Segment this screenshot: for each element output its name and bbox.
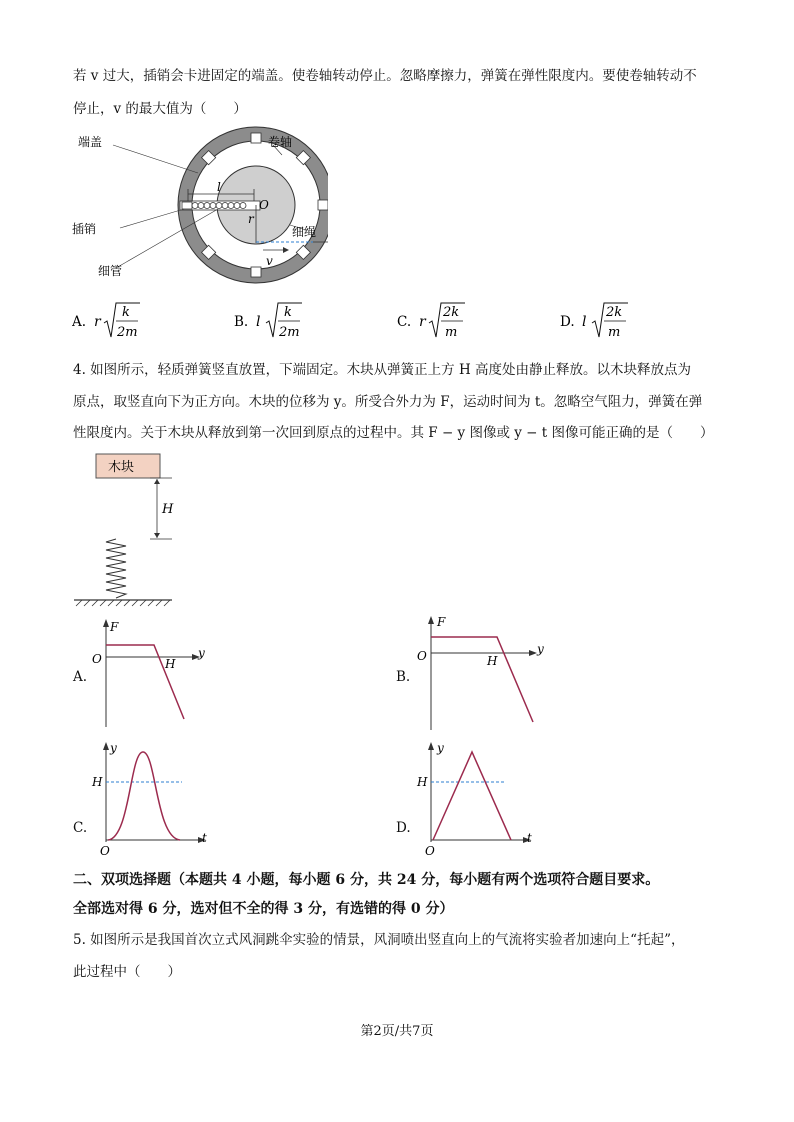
- axis-label-y: y: [437, 741, 444, 755]
- q3-option-c[interactable]: [397, 303, 465, 340]
- q4-option-c-graph[interactable]: [90, 738, 220, 856]
- axis-label-t: t: [202, 831, 207, 845]
- svg-text:l: l: [256, 314, 261, 330]
- svg-text:C.: C.: [397, 314, 412, 330]
- origin-label: O: [92, 652, 102, 666]
- spring: [106, 539, 126, 598]
- reel-mechanism-figure: [68, 125, 328, 285]
- block-label: 木块: [108, 460, 135, 475]
- q3-text-line1: 若 v 过大，插销会卡进固定的端盖。使卷轴转动停止。忽略摩擦力，弹簧在弹性限度内。要使卷轴转动不: [73, 68, 697, 84]
- q3-option-a[interactable]: [72, 303, 140, 340]
- axis-label-t: t: [527, 831, 532, 845]
- origin-label: O: [100, 844, 110, 856]
- q3-options: [72, 300, 692, 345]
- q5-text-line2: 此过程中（ ）: [73, 964, 181, 980]
- axis-label-F: F: [110, 620, 119, 634]
- pin: [182, 202, 192, 209]
- q4-option-c-letter[interactable]: C.: [73, 820, 88, 836]
- label-tube: 细管: [98, 264, 123, 278]
- mark-H: H: [165, 657, 176, 671]
- label-end-cap: 端盖: [78, 135, 103, 149]
- label-r: r: [248, 212, 254, 226]
- svg-text:m: m: [608, 325, 621, 340]
- svg-text:m: m: [445, 325, 458, 340]
- q3-option-b[interactable]: [234, 303, 302, 340]
- q4-text-line3: 性限度内。关于木块从释放到第一次回到原点的过程中。其 F − y 图像或 y − t 图像可能正确的是（ ）: [73, 425, 714, 441]
- svg-text:k: k: [284, 305, 292, 320]
- q3-text-line2: 停止，v 的最大值为（ ）: [73, 101, 247, 117]
- q4-option-b-graph[interactable]: [415, 612, 555, 732]
- svg-text:2m: 2m: [279, 325, 300, 340]
- axis-label-y: y: [537, 642, 544, 656]
- q4-option-b-letter[interactable]: B.: [396, 669, 411, 685]
- svg-text:l: l: [582, 314, 587, 330]
- origin-label: O: [425, 844, 435, 856]
- page-footer: 第2页/共7页: [360, 1024, 434, 1039]
- svg-text:r: r: [94, 314, 101, 330]
- displacement-curve: [433, 752, 511, 840]
- svg-text:B.: B.: [234, 314, 249, 330]
- svg-text:k: k: [122, 305, 130, 320]
- section2-heading-line2: 全部选对得 6 分，选对但不全的得 3 分，有选错的得 0 分）: [73, 901, 454, 917]
- axis-label-y: y: [198, 646, 205, 660]
- q3-option-d[interactable]: [560, 303, 628, 340]
- label-v: v: [266, 254, 273, 268]
- height-label: H: [162, 502, 174, 517]
- force-curve: [431, 637, 533, 722]
- mark-H: H: [417, 775, 428, 789]
- ground-hatch: [76, 600, 170, 606]
- q4-option-d-letter[interactable]: D.: [396, 820, 411, 836]
- label-pin: 插销: [72, 222, 97, 236]
- q4-option-a-letter[interactable]: A.: [73, 669, 88, 685]
- label-l: l: [217, 180, 221, 194]
- svg-text:r: r: [419, 314, 426, 330]
- axis-label-y: y: [110, 741, 117, 755]
- svg-text:2k: 2k: [606, 305, 623, 320]
- section2-heading-line1: 二、双项选择题（本题共 4 小题，每小题 6 分，共 24 分，每小题有两个选项符合题目要求。: [73, 872, 660, 888]
- svg-text:D.: D.: [560, 314, 575, 330]
- q4-option-d-graph[interactable]: [415, 738, 555, 856]
- label-reel: 卷轴: [268, 135, 293, 149]
- svg-text:2k: 2k: [443, 305, 460, 320]
- q4-text-line2: 原点，取竖直向下为正方向。木块的位移为 y。所受合外力为 F，运动时间为 t。忽略空气阻力，弹簧在弹: [73, 394, 703, 410]
- label-O: O: [259, 198, 269, 212]
- axis-label-F: F: [437, 615, 446, 629]
- displacement-curve: [108, 752, 180, 840]
- svg-text:2m: 2m: [117, 325, 138, 340]
- label-rope: 细绳: [292, 225, 317, 239]
- origin-label: O: [417, 649, 427, 663]
- q5-text-line1: 5. 如图所示是我国首次立式风洞跳伞实验的情景，风洞喷出竖直向上的气流将实验者加速向上“托起”，: [73, 932, 685, 948]
- mark-H: H: [92, 775, 103, 789]
- block-spring-figure: [70, 450, 190, 610]
- q4-option-a-graph[interactable]: [90, 615, 220, 730]
- mark-H: H: [487, 654, 498, 668]
- svg-text:A.: A.: [72, 314, 87, 330]
- q4-text-line1: 4. 如图所示，轻质弹簧竖直放置，下端固定。木块从弹簧正上方 H 高度处由静止释放。以木块释放点为: [73, 362, 692, 378]
